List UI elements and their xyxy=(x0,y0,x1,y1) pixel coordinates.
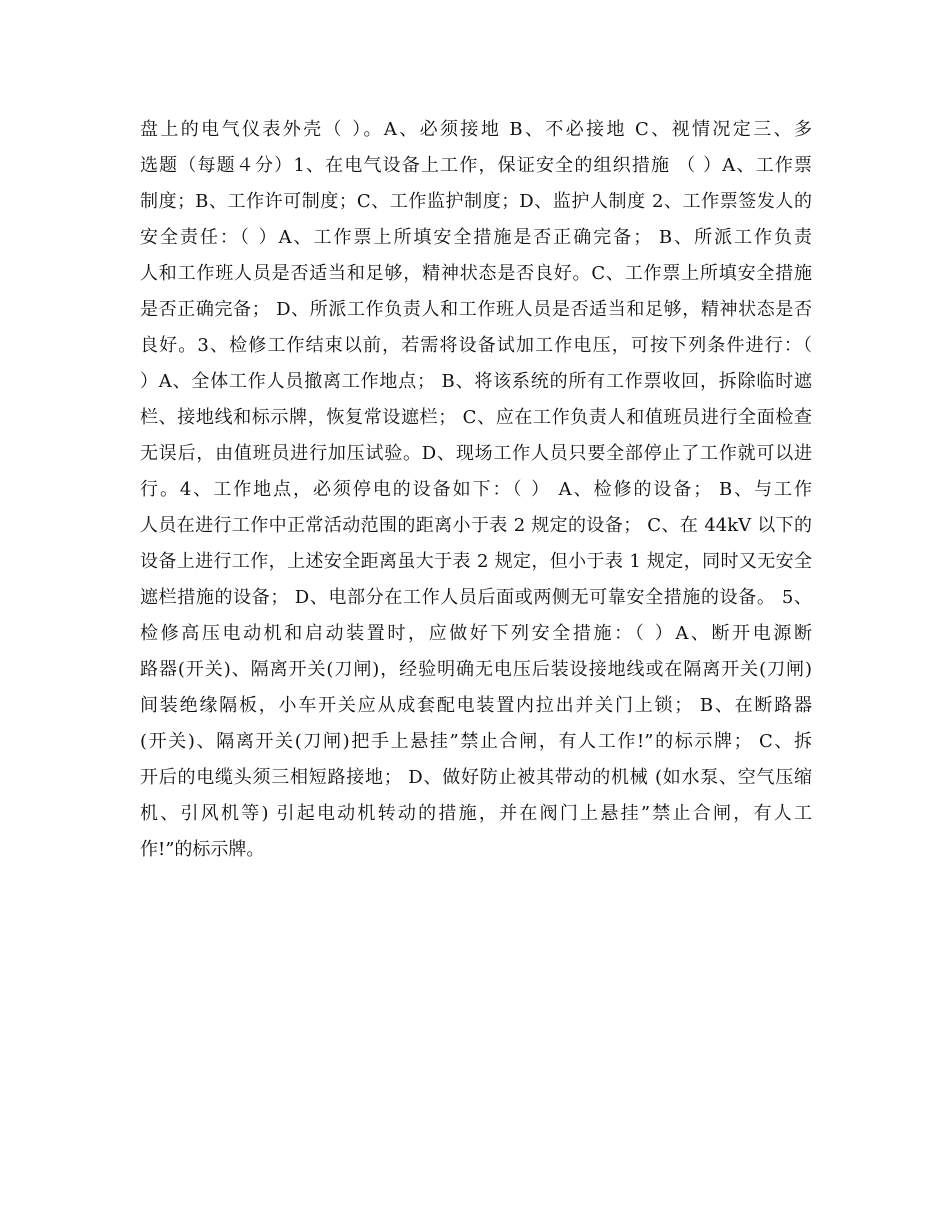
text-line-4: 安全责任：（ ）A、工作票上所填安全措施是否正确完备； B、所派工作负责 xyxy=(140,227,812,248)
text-line-16: 路器(开关)、隔离开关(刀闸)，经验明确无电压后装设接地线或在隔离开关(刀闸) xyxy=(140,659,812,680)
text-line-6: 是否正确完备； D、所派工作负责人和工作班人员是否适当和足够，精神状态是否 xyxy=(140,299,812,320)
text-line-20: 机、引风机等) 引起电动机转动的措施，并在阀门上悬挂”禁止合闸，有人工 xyxy=(140,803,812,824)
text-line-3: 制度；B、工作许可制度；C、工作监护制度；D、监护人制度 2、工作票签发人的 xyxy=(140,191,812,212)
text-line-10: 无误后，由值班员进行加压试验。D、现场工作人员只要全部停止了工作就可以进 xyxy=(140,443,812,464)
text-line-1: 盘上的电气仪表外壳（ ）。A、必须接地 B、不必接地 C、视情况定三、多 xyxy=(140,119,812,140)
text-line-21: 作!”的标示牌。 xyxy=(140,839,265,860)
body-text xyxy=(140,112,812,868)
text-line-7: 良好。3、检修工作结束以前，若需将设备试加工作电压，可按下列条件进行：（ xyxy=(140,335,812,356)
text-line-2: 选题（每题４分）1、在电气设备上工作，保证安全的组织措施 （ ）A、工作票 xyxy=(140,155,812,176)
text-line-9: 栏、接地线和标示牌，恢复常设遮栏； C、应在工作负责人和值班员进行全面检查 xyxy=(140,407,812,428)
text-line-5: 人和工作班人员是否适当和足够，精神状态是否良好。C、工作票上所填安全措施 xyxy=(140,263,812,284)
text-line-14: 遮栏措施的设备； D、电部分在工作人员后面或两侧无可靠安全措施的设备。 5、 xyxy=(140,587,812,608)
text-line-15: 检修高压电动机和启动装置时，应做好下列安全措施：（ ）A、断开电源断 xyxy=(140,623,812,644)
text-line-12: 人员在进行工作中正常活动范围的距离小于表 2 规定的设备； C、在 44kV 以下的 xyxy=(140,515,812,536)
text-line-17: 间装绝缘隔板，小车开关应从成套配电装置内拉出并关门上锁； B、在断路器 xyxy=(140,695,812,716)
text-line-19: 开后的电缆头须三相短路接地； D、做好防止被其带动的机械 (如水泵、空气压缩 xyxy=(140,767,812,788)
text-line-13: 设备上进行工作，上述安全距离虽大于表 2 规定，但小于表 1 规定，同时又无安全 xyxy=(140,551,812,572)
text-line-11: 行。4、工作地点，必须停电的设备如下：（ ） A、检修的设备； B、与工作 xyxy=(140,479,812,500)
text-line-18: (开关)、隔离开关(刀闸)把手上悬挂”禁止合闸，有人工作!”的标示牌； C、拆 xyxy=(140,731,812,752)
text-line-8: ）A、全体工作人员撤离工作地点； B、将该系统的所有工作票收回，拆除临时遮 xyxy=(140,371,812,392)
